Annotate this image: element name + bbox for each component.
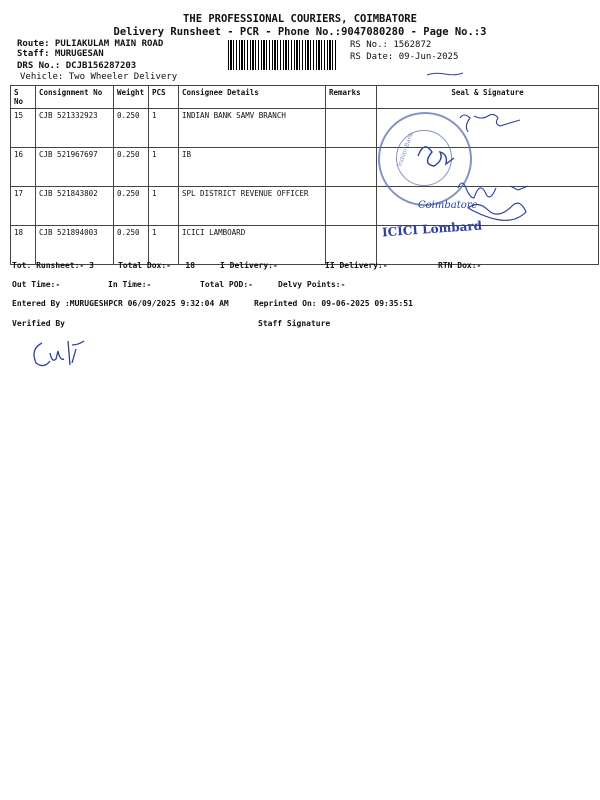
cell-weight: 0.250 (114, 109, 149, 148)
scribble-mark (425, 70, 465, 78)
drs-label: DRS No.: DCJB156287203 (17, 61, 137, 71)
vehicle-label: Vehicle: Two Wheeler Delivery (20, 72, 178, 82)
table-header-row (11, 86, 599, 109)
cell-consignment: CJB 521894003 (36, 226, 114, 265)
barcode (228, 40, 338, 70)
stamp-text: Indian Bank (396, 131, 416, 168)
cell-sno: 17 (11, 187, 36, 226)
out-time: Out Time:- (12, 280, 61, 289)
cell-consignee: IB (179, 148, 326, 187)
cell-sno: 16 (11, 148, 36, 187)
col-seal: Seal & Signature (377, 86, 599, 109)
reprinted-on: Reprinted On: 09-06-2025 09:35:51 (254, 299, 413, 308)
cell-pcs: 1 (149, 226, 179, 265)
cell-remarks (326, 226, 377, 265)
ii-delivery: II Delivery:- (325, 261, 388, 270)
cell-weight: 0.250 (114, 148, 149, 187)
cell-consignee: INDIAN BANK SAMV BRANCH (179, 109, 326, 148)
company-title: THE PROFESSIONAL COURIERS, COIMBATORE (183, 13, 417, 25)
col-pcs: PCS (149, 86, 179, 109)
col-remarks: Remarks (326, 86, 377, 109)
rs-date: RS Date: 09-Jun-2025 (350, 52, 459, 62)
cell-weight: 0.250 (114, 226, 149, 265)
cell-remarks (326, 148, 377, 187)
staff-label: Staff: MURUGESAN (17, 49, 104, 59)
cell-weight: 0.250 (114, 187, 149, 226)
cell-consignee: SPL DISTRICT REVENUE OFFICER (179, 187, 326, 226)
rtn-dox: RTN Dox:- (438, 261, 482, 270)
cell-remarks (326, 187, 377, 226)
cell-sno: 18 (11, 226, 36, 265)
entered-by: Entered By :MURUGESHPCR 06/09/2025 9:32:04 AM (12, 299, 229, 308)
delvy-points: Delvy Points:- (278, 280, 346, 289)
cell-pcs: 1 (149, 109, 179, 148)
col-weight: Weight (114, 86, 149, 109)
total-dox: Total Dox:- 18 (118, 261, 196, 270)
cell-consignee: ICICI LAMBOARD (179, 226, 326, 265)
rs-number: RS No.: 1562872 (350, 40, 432, 50)
coimbatore-stamp-text: Coimbatore (418, 200, 478, 211)
cell-consignment: CJB 521332923 (36, 109, 114, 148)
total-pod: Total POD:- (200, 280, 253, 289)
col-consignment: Consignment No (36, 86, 114, 109)
staff-signature-label: Staff Signature (258, 319, 331, 328)
col-sno: S No (11, 86, 36, 109)
runsheet-subtitle: Delivery Runsheet - PCR - Phone No.:9047080280 - Page No.:3 (113, 26, 487, 38)
verified-by: Verified By (12, 319, 65, 328)
i-delivery: I Delivery:- (220, 261, 278, 270)
cell-pcs: 1 (149, 148, 179, 187)
cell-sno: 15 (11, 109, 36, 148)
cell-consignment: CJB 521967697 (36, 148, 114, 187)
cell-consignment: CJB 521843802 (36, 187, 114, 226)
cell-pcs: 1 (149, 187, 179, 226)
icici-stamp-text: ICICI Lombard (381, 218, 483, 240)
tot-runsheet: Tot. Runsheet:- 3 (12, 261, 94, 270)
route-label: Route: PULIAKULAM MAIN ROAD (17, 39, 164, 49)
col-consignee: Consignee Details (179, 86, 326, 109)
in-time: In Time:- (108, 280, 152, 289)
cell-remarks (326, 109, 377, 148)
verifier-signature (28, 335, 98, 371)
